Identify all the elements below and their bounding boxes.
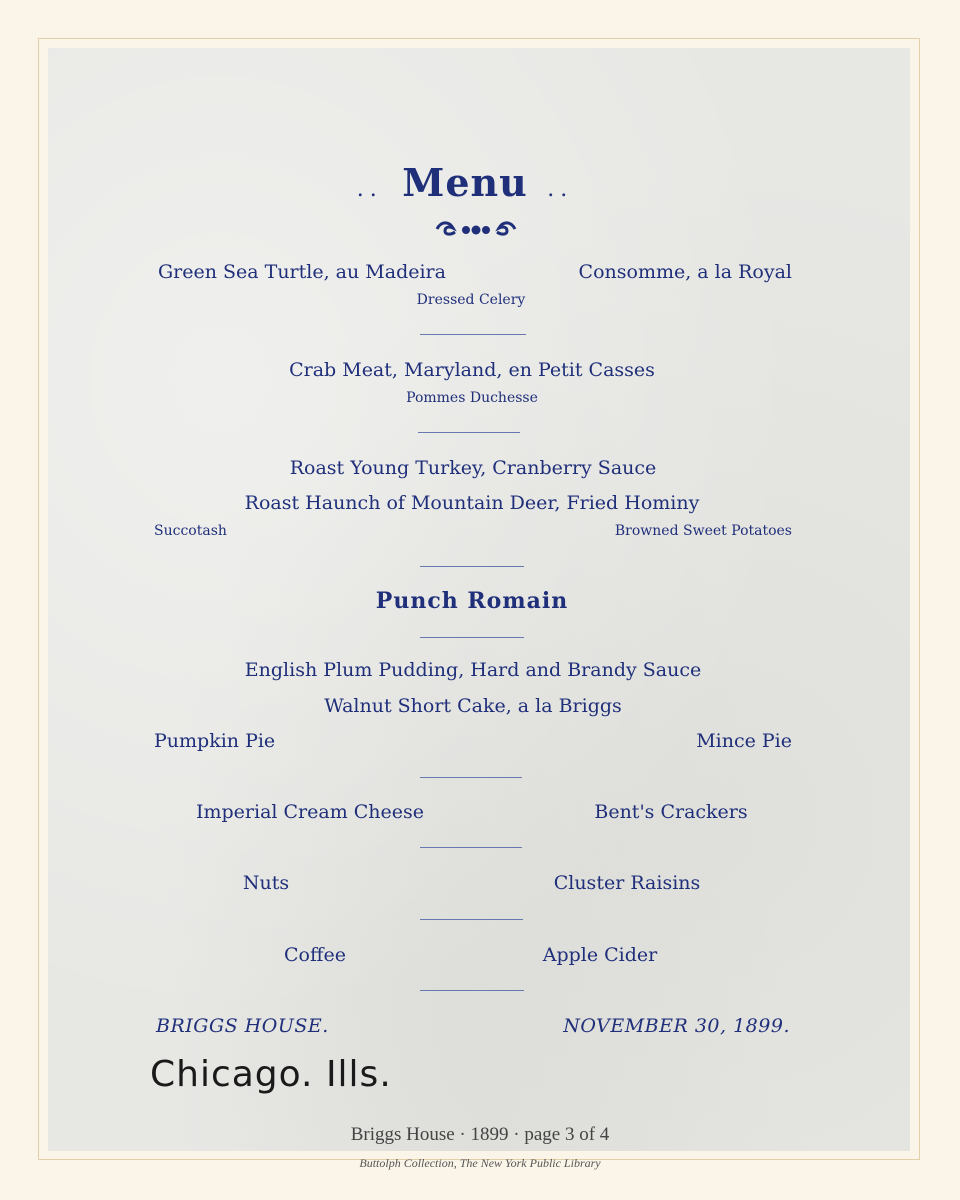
- dish-roast-deer: Roast Haunch of Mountain Deer, Fried Hominy: [244, 492, 700, 514]
- divider-7: [420, 919, 523, 920]
- collection-credit: Buttolph Collection, The New York Public Library: [359, 1156, 601, 1170]
- divider-8: [420, 990, 524, 991]
- drink-coffee: Coffee: [284, 944, 346, 966]
- menu-date: NOVEMBER 30, 1899.: [563, 1015, 790, 1037]
- punch-romain: Punch Romain: [375, 588, 569, 614]
- side-pommes-duchesse: Pommes Duchesse: [406, 390, 538, 406]
- menu-card: [48, 48, 910, 1151]
- divider-5: [420, 777, 522, 778]
- dish-crab-meat: Crab Meat, Maryland, en Petit Casses: [289, 359, 655, 381]
- dish-imperial-cream-cheese: Imperial Cream Cheese: [195, 801, 425, 823]
- dish-plum-pudding: English Plum Pudding, Hard and Brandy Sauce: [244, 659, 702, 681]
- dish-bents-crackers: Bent's Crackers: [594, 801, 748, 823]
- title-dots-right: ..: [547, 177, 574, 202]
- dish-green-sea-turtle: Green Sea Turtle, au Madeira: [158, 261, 446, 283]
- dish-mince-pie: Mince Pie: [696, 730, 792, 752]
- divider-4: [420, 637, 524, 638]
- title-dots-left: ..: [356, 177, 383, 202]
- side-dressed-celery: Dressed Celery: [416, 292, 526, 308]
- menu-title-row: [357, 160, 574, 205]
- dish-roast-turkey: Roast Young Turkey, Cranberry Sauce: [289, 457, 657, 479]
- side-succotash: Succotash: [154, 523, 227, 539]
- dish-pumpkin-pie: Pumpkin Pie: [154, 730, 276, 752]
- dish-walnut-short-cake: Walnut Short Cake, a la Briggs: [324, 695, 622, 717]
- side-browned-sweet-potatoes: Browned Sweet Potatoes: [614, 523, 792, 539]
- handwritten-location: Chicago. Ills.: [150, 1054, 392, 1095]
- dish-nuts: Nuts: [242, 872, 290, 894]
- flourish-ornament-icon: [433, 220, 519, 238]
- menu-title: Menu: [402, 160, 528, 205]
- divider-1: [420, 334, 526, 335]
- dish-consomme: Consomme, a la Royal: [578, 261, 792, 283]
- dish-cluster-raisins: Cluster Raisins: [553, 872, 701, 894]
- drink-apple-cider: Apple Cider: [542, 944, 658, 966]
- divider-6: [420, 847, 522, 848]
- divider-3: [420, 566, 524, 567]
- hotel-name: BRIGGS HOUSE.: [156, 1015, 329, 1037]
- divider-2: [418, 432, 520, 433]
- page-caption: Briggs House · 1899 · page 3 of 4: [350, 1124, 610, 1145]
